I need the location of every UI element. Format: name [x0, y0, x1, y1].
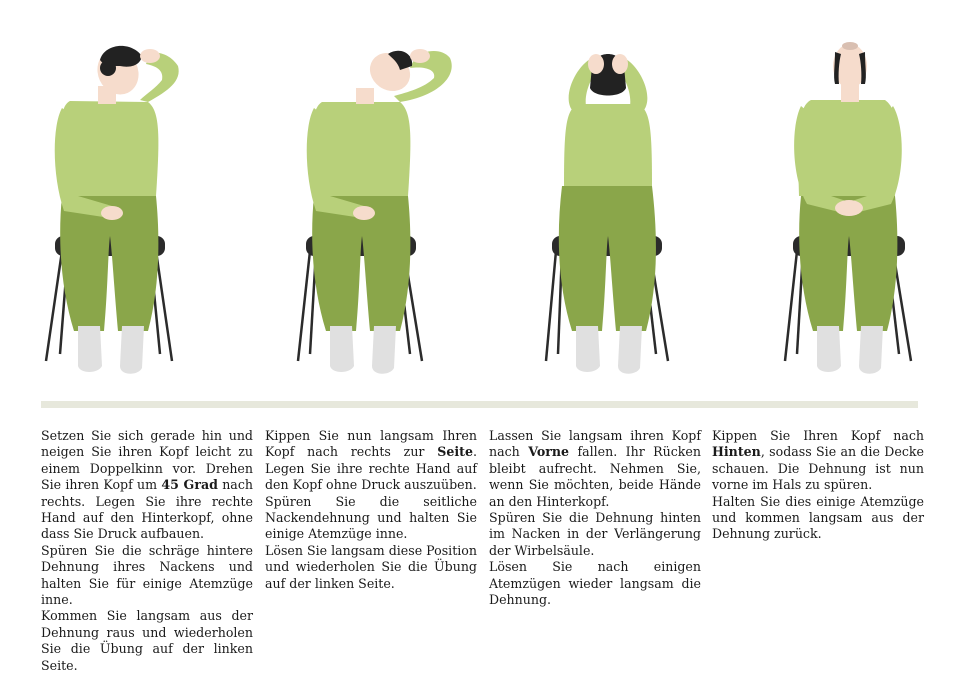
section-divider	[41, 401, 918, 408]
emphasis-text: Vorne	[528, 444, 570, 460]
text-span: Kippen Sie Ihren Kopf nach	[712, 428, 924, 443]
text-span: Setzen Sie sich gerade hin und neigen Sie ihren Kopf leicht zu einem Doppelkinn vor. Drehen Sie ihren Kopf um	[41, 428, 253, 493]
emphasis-text: Hinten	[712, 444, 761, 460]
exercise-figure-1	[0, 36, 230, 381]
instruction-paragraph: Kommen Sie langsam aus der Dehnung raus und wiederholen Sie die Übung auf der linken Seite.	[41, 608, 253, 673]
text-span: Kippen Sie nun langsam Ihren Kopf nach rechts zur	[265, 428, 477, 460]
instruction-paragraph	[265, 428, 477, 494]
instruction-paragraph: Lösen Sie langsam diese Position und wiederholen Sie die Übung auf der linken Seite.	[265, 542, 477, 591]
text-span: . Legen Sie ihre rechte Hand auf den Kopf ohne Druck auszuüben.	[265, 444, 477, 493]
exercise-figure-4	[735, 36, 960, 381]
person-forward-stretch-icon	[492, 36, 722, 381]
instruction-paragraph: Spüren Sie die seitliche Nackendehnung und halten Sie einige Atemzüge inne.	[265, 493, 477, 542]
instruction-paragraph: Lösen Sie nach einigen Atemzügen wieder langsam die Dehnung.	[489, 559, 701, 608]
instruction-paragraph: Spüren Sie die schräge hintere Dehnung ihres Nackens und halten Sie für einige Atemzüge inne.	[41, 542, 253, 608]
exercise-figure-2	[248, 36, 478, 381]
instruction-column-1	[41, 428, 253, 674]
instruction-paragraph	[489, 428, 701, 510]
person-diagonal-stretch-icon	[0, 36, 230, 381]
instruction-paragraph	[41, 428, 253, 543]
emphasis-text: 45 Grad	[161, 477, 218, 493]
instruction-column-3	[489, 428, 701, 608]
instruction-column-4	[712, 428, 924, 543]
text-span: nach rechts. Legen Sie ihre rechte Hand auf den Hinterkopf, ohne dass Sie Druck aufbauen.	[41, 477, 253, 542]
emphasis-text: Seite	[437, 444, 473, 460]
text-span: Lassen Sie langsam ihren Kopf nach	[489, 428, 701, 460]
instruction-paragraph: Halten Sie dies einige Atemzüge und kommen langsam aus der Dehnung zurück.	[712, 493, 924, 542]
text-span: fallen. Ihr Rücken bleibt aufrecht. Nehmen Sie, wenn Sie möchten, beide Hände an den Hinterkopf.	[489, 444, 701, 509]
instruction-column-2	[265, 428, 477, 592]
person-side-stretch-icon	[248, 36, 478, 381]
instruction-paragraph	[712, 428, 924, 494]
text-span: , sodass Sie an die Decke schauen. Die Dehnung ist nun vorne im Hals zu spüren.	[712, 444, 924, 493]
instruction-paragraph: Spüren Sie die Dehnung hinten im Nacken in der Verlängerung der Wirbelsäule.	[489, 510, 701, 558]
exercise-figure-3	[492, 36, 722, 381]
person-back-stretch-icon	[735, 36, 960, 381]
